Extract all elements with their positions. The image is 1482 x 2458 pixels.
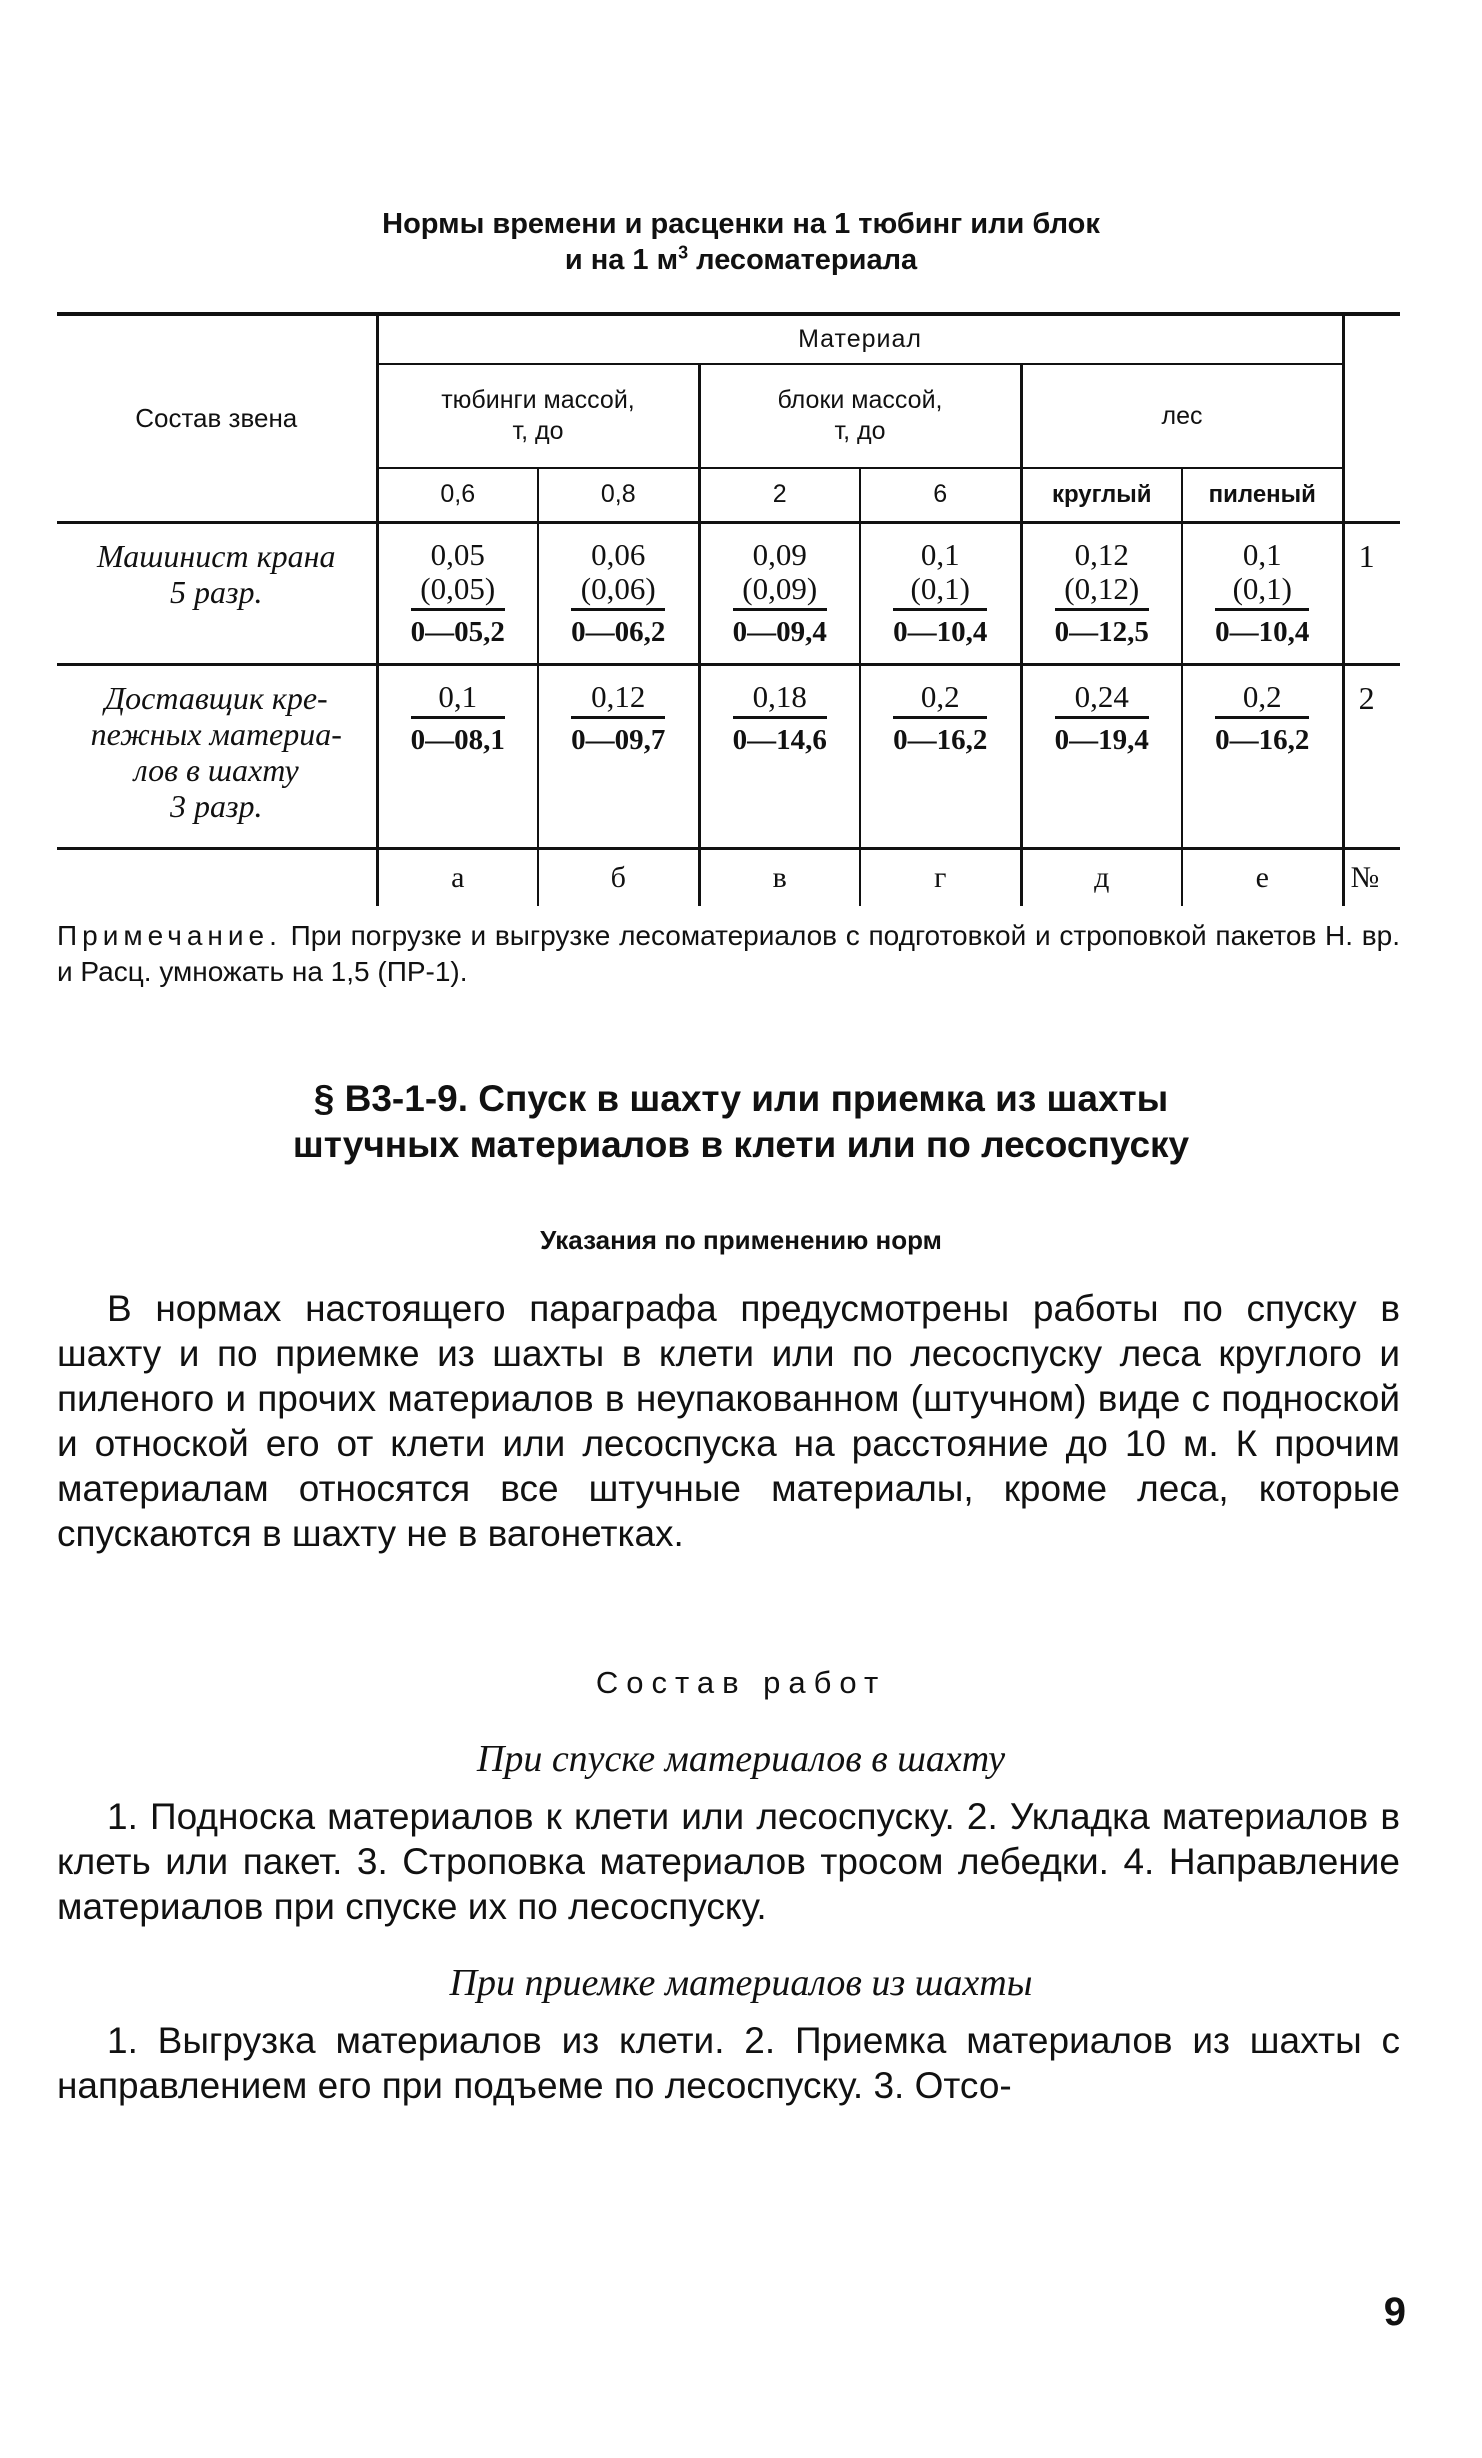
norm-time-alt: (0,1) (1232, 570, 1292, 606)
rate-price: 0—14,6 (732, 723, 827, 756)
staff-cell (57, 522, 377, 664)
column-letter: а (377, 848, 538, 906)
receipt-heading: При приемке материалов из шахты (449, 1962, 1033, 2004)
norm-time-pair (733, 538, 827, 611)
group-header-blocks (699, 364, 1021, 468)
value-cell (860, 522, 1021, 664)
norm-time-alt: (0,09) (742, 570, 818, 606)
staff-line: лов в шахту (133, 751, 299, 788)
material-header: Материал (377, 314, 1343, 364)
rate-price: 0—16,2 (1215, 723, 1310, 756)
section-title (0, 1076, 1482, 1168)
table-title-line-2 (0, 242, 1482, 278)
num-label: № (1343, 848, 1400, 906)
staff-line: Машинист крана (97, 537, 336, 574)
guidelines-heading: Указания по применению норм (540, 1225, 942, 1255)
receipt-text: 1. Выгрузка материалов из клети. 2. Приемка материалов из шахты с направлением его при подъеме по лесоспуску. 3. Отсо- (57, 2020, 1400, 2106)
staff-line: пежных материа- (90, 715, 342, 752)
rate-price: 0—16,2 (893, 723, 988, 756)
descent-text: 1. Подноска материалов к клети или лесоспуску. 2. Укладка материалов в клеть или пакет. 3. Строповка материалов тросом лебедки. 4. Направление материалов при спуске их по лесоспуску. (57, 1796, 1400, 1927)
column-letter: д (1021, 848, 1182, 906)
norm-time: 0,1 (1242, 536, 1282, 572)
staff-line: Доставщик кре- (104, 679, 328, 716)
value-cell (1182, 522, 1343, 664)
table-title (0, 206, 1482, 278)
norm-time: 0,06 (591, 536, 646, 572)
norm-time-alt: (0,06) (580, 570, 656, 606)
subheader-cell: круглый (1021, 468, 1182, 522)
rate-price: 0—05,2 (410, 615, 505, 648)
norm-time: 0,1 (920, 536, 960, 572)
section-title-line-1: § В3-1-9. Спуск в шахту или приемка из шахты (313, 1078, 1169, 1119)
norm-time: 0,09 (752, 536, 807, 572)
column-letter: б (538, 848, 699, 906)
norm-time: 0,1 (411, 680, 505, 719)
norm-time: 0,2 (1215, 680, 1309, 719)
subheader-cell: 0,8 (538, 468, 699, 522)
descent-heading: При спуске материалов в шахту (476, 1738, 1006, 1780)
header-row-material (57, 314, 1400, 364)
norm-time-alt: (0,12) (1064, 570, 1140, 606)
norm-time: 0,2 (893, 680, 987, 719)
group-header-tubing (377, 364, 699, 468)
title-superscript: 3 (678, 242, 689, 263)
value-cell (699, 664, 860, 848)
norm-time-alt: (0,05) (420, 570, 496, 606)
norms-table (57, 312, 1400, 906)
norm-time-alt: (0,1) (910, 570, 970, 606)
group-header-timber (1021, 364, 1343, 468)
norm-time: 0,12 (1074, 536, 1129, 572)
norm-time-pair (893, 538, 987, 611)
staff-line: 5 разр. (170, 573, 263, 610)
rate-price: 0—09,4 (732, 615, 827, 648)
table-note (57, 918, 1400, 990)
value-cell (860, 664, 1021, 848)
group-timber-line-1: лес (1161, 401, 1203, 430)
rate-price: 0—10,4 (1215, 615, 1310, 648)
norm-time-pair (411, 538, 505, 611)
value-cell (1182, 664, 1343, 848)
table-title-line-1: Нормы времени и расценки на 1 тюбинг или блок (382, 208, 1100, 240)
staff-cell (57, 664, 377, 848)
value-cell (377, 522, 538, 664)
row-number: 1 (1343, 522, 1400, 664)
rate-price: 0—08,1 (410, 723, 505, 756)
rate-price: 0—19,4 (1054, 723, 1149, 756)
num-header-blank (1343, 314, 1400, 522)
page-number: 9 (1383, 2290, 1406, 2334)
norm-time: 0,24 (1055, 680, 1149, 719)
value-cell (538, 664, 699, 848)
value-cell (538, 522, 699, 664)
norm-time-pair (1055, 538, 1149, 611)
table-row (57, 522, 1400, 664)
norm-time-pair (571, 538, 665, 611)
letter-blank (57, 848, 377, 906)
norm-time-pair (1215, 538, 1309, 611)
works-heading: Состав работ (595, 1665, 887, 1700)
norm-time: 0,12 (571, 680, 665, 719)
rate-price: 0—06,2 (571, 615, 666, 648)
rate-price: 0—10,4 (893, 615, 988, 648)
row-number: 2 (1343, 664, 1400, 848)
guidelines-text: В нормах настоящего параграфа предусмотрены работы по спуску в шахту и по приемке из шахты в клети или по лесоспуску леса круглого и пиленого и прочих материалов в неупакованном (штучном) виде с подноской и отноской его от клети или лесоспуска на расстояние до 10 м. К прочим материалам относятся все штучные материалы, кроме леса, которые спускаются в шахту не в вагонетках. (57, 1288, 1400, 1554)
column-letter: г (860, 848, 1021, 906)
subheader-cell: 0,6 (377, 468, 538, 522)
group-tubing-line-2: т, до (512, 417, 564, 445)
title-line2-tail: лесоматериала (688, 244, 918, 276)
value-cell (699, 522, 860, 664)
rate-price: 0—09,7 (571, 723, 666, 756)
subheader-cell: 2 (699, 468, 860, 522)
norm-time: 0,05 (430, 536, 485, 572)
note-text: При погрузке и выгрузке лесоматериалов с подготовкой и строповкой пакетов Н. вр. и Расц. умножать на 1,5 (ПР-1). (57, 920, 1400, 987)
note-label: Примечание. (57, 920, 282, 951)
norm-time: 0,18 (733, 680, 827, 719)
staff-line: 3 разр. (170, 787, 263, 824)
column-letter-row (57, 848, 1400, 906)
title-line2-text: и на 1 м (564, 244, 679, 276)
section-title-line-2: штучных материалов в клети или по лесоспуску (292, 1124, 1190, 1165)
subheader-cell: 6 (860, 468, 1021, 522)
group-blocks-line-1: блоки массой, (777, 386, 943, 414)
group-tubing-line-1: тюбинги массой, (441, 386, 635, 414)
column-letter: е (1182, 848, 1343, 906)
staff-header: Состав звена (57, 314, 377, 522)
value-cell (1021, 522, 1182, 664)
value-cell (377, 664, 538, 848)
column-letter: в (699, 848, 860, 906)
subheader-cell: пиленый (1182, 468, 1343, 522)
value-cell (1021, 664, 1182, 848)
rate-price: 0—12,5 (1054, 615, 1149, 648)
table-row (57, 664, 1400, 848)
group-blocks-line-2: т, до (834, 417, 886, 445)
